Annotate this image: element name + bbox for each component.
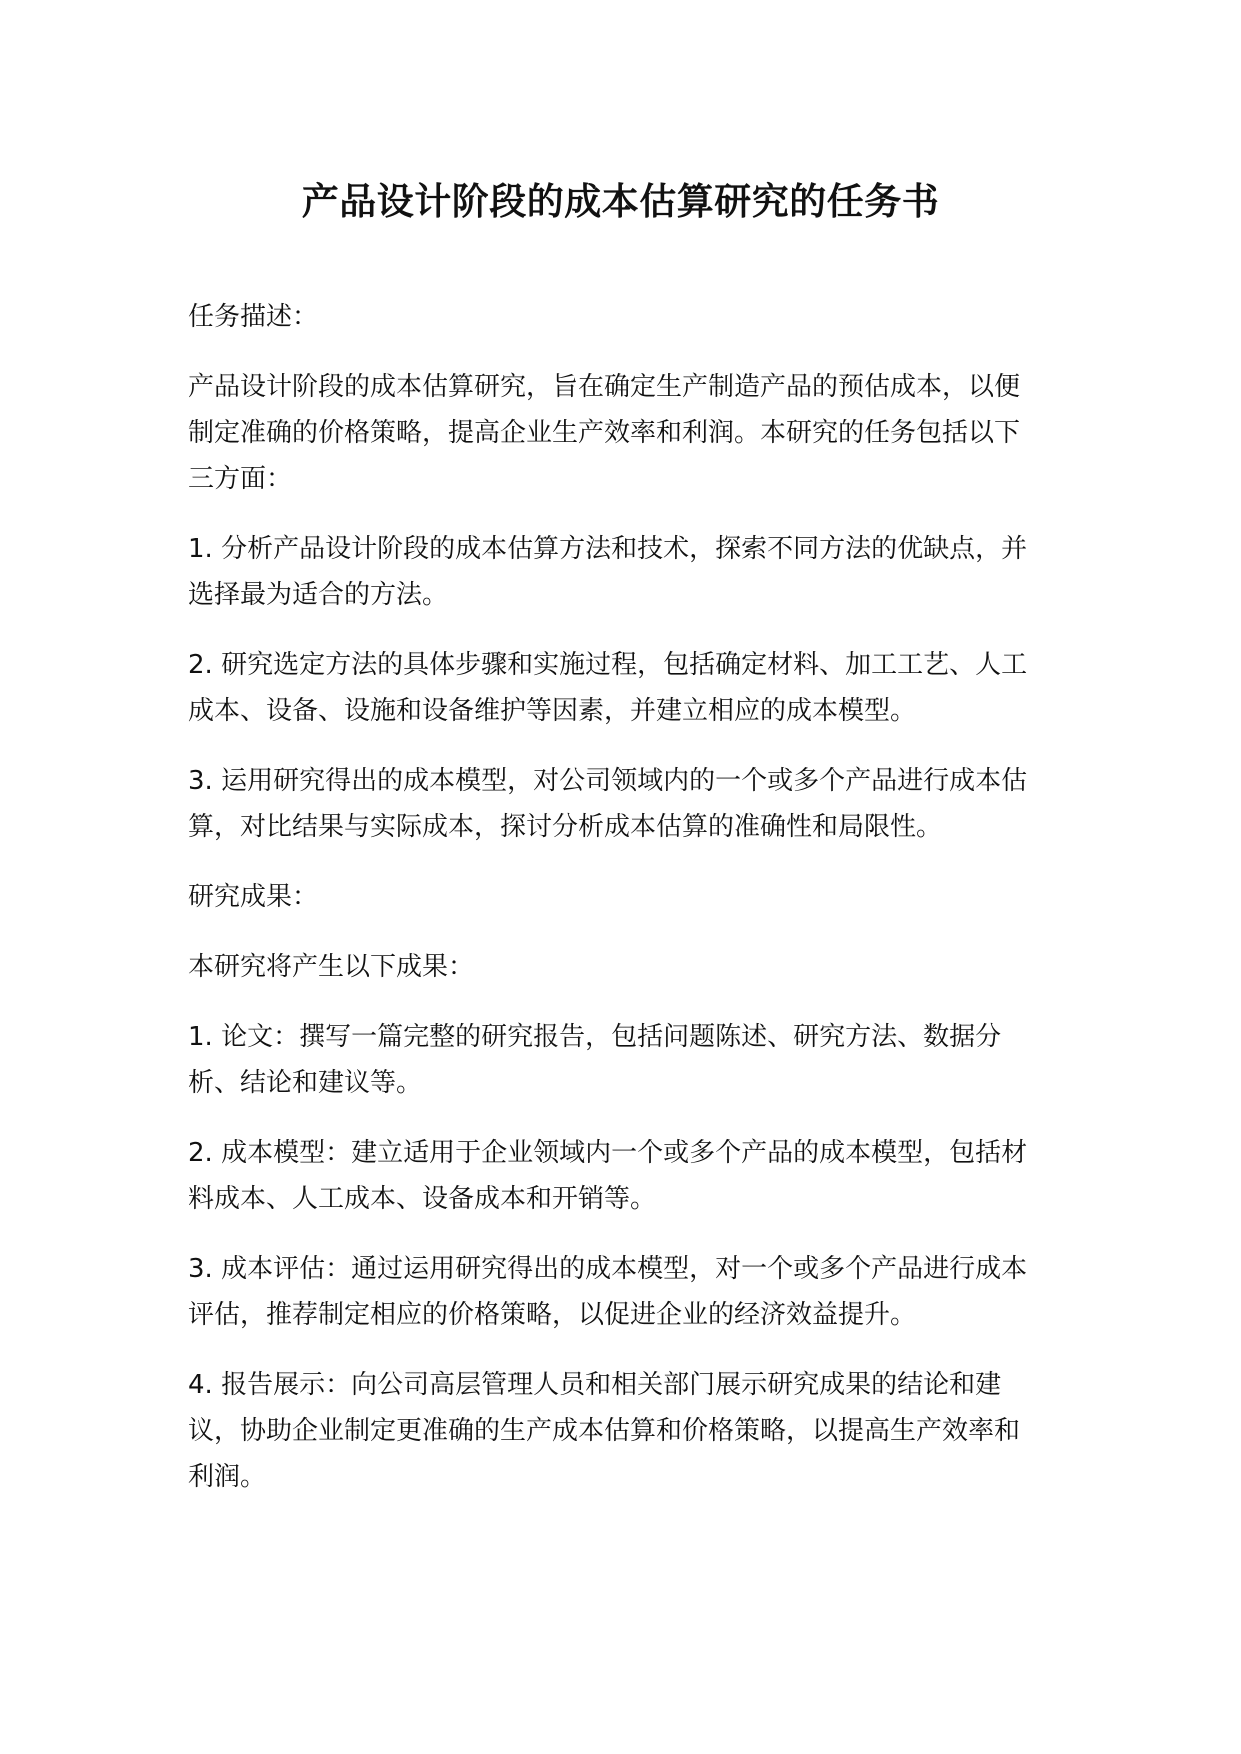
result-item-1: 1. 论文：撰写一篇完整的研究报告，包括问题陈述、研究方法、数据分析、结论和建议等。 bbox=[188, 1022, 1002, 1098]
result-item-2: 2. 成本模型：建立适用于企业领域内一个或多个产品的成本模型，包括材料成本、人工成本、设备成本和开销等。 bbox=[188, 1138, 1028, 1214]
section-heading-task-description: 任务描述： bbox=[188, 302, 319, 332]
results-intro-paragraph: 本研究将产生以下成果： bbox=[188, 952, 475, 982]
task-item-1: 1. 分析产品设计阶段的成本估算方法和技术，探索不同方法的优缺点，并选择最为适合的方法。 bbox=[188, 534, 1028, 610]
task-description-paragraph: 产品设计阶段的成本估算研究，旨在确定生产制造产品的预估成本，以便制定准确的价格策略，提高企业生产效率和利润。本研究的任务包括以下三方面： bbox=[188, 372, 1021, 494]
task-item-3: 3. 运用研究得出的成本模型，对公司领域内的一个或多个产品进行成本估算，对比结果与实际成本，探讨分析成本估算的准确性和局限性。 bbox=[188, 766, 1028, 842]
task-item-2: 2. 研究选定方法的具体步骤和实施过程，包括确定材料、加工工艺、人工成本、设备、设施和设备维护等因素，并建立相应的成本模型。 bbox=[188, 650, 1028, 726]
section-heading-research-results: 研究成果： bbox=[188, 882, 319, 912]
document-title: 产品设计阶段的成本估算研究的任务书 bbox=[301, 180, 940, 223]
result-item-3: 3. 成本评估：通过运用研究得出的成本模型，对一个或多个产品进行成本评估，推荐制定相应的价格策略，以促进企业的经济效益提升。 bbox=[188, 1254, 1028, 1330]
result-item-4: 4. 报告展示：向公司高层管理人员和相关部门展示研究成果的结论和建议，协助企业制定更准确的生产成本估算和价格策略，以提高生产效率和利润。 bbox=[188, 1370, 1021, 1492]
document-body bbox=[188, 294, 1036, 1524]
